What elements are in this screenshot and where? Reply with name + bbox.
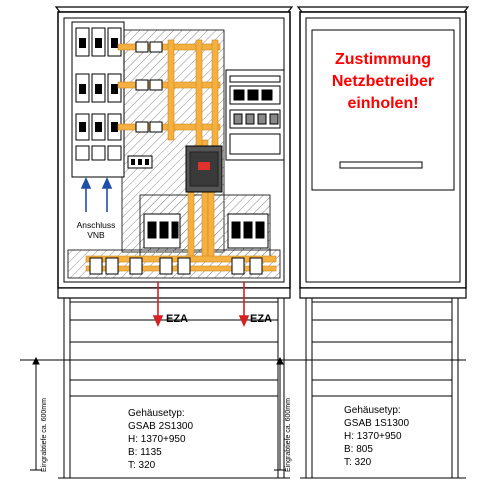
right-base-rail — [300, 288, 466, 298]
right-spec-width: B: 805 — [344, 444, 373, 455]
notice-line-1: Zustimmung — [335, 51, 431, 68]
meter-devices — [230, 76, 280, 154]
fuse-row-3 — [76, 114, 121, 140]
right-spec-height: H: 1370+950 — [344, 431, 402, 442]
right-plinth-frame — [280, 298, 466, 478]
notice-line-3: einholen! — [347, 95, 419, 112]
door-slot — [340, 162, 422, 168]
outlet-label-2: EZA — [250, 313, 272, 325]
right-ground-line — [262, 358, 300, 470]
left-plinth-frame — [40, 298, 290, 478]
left-spec-depth: T: 320 — [128, 460, 156, 471]
outlet-label-1: EZA — [166, 313, 188, 325]
right-spec-model: GSAB 1S1300 — [344, 418, 410, 429]
left-spec-height: H: 1370+950 — [128, 434, 186, 445]
left-depth-label: Eingrabtiefe ca. 600mm — [41, 398, 48, 472]
notice-line-2: Netzbetreiber — [331, 73, 435, 90]
left-spec-model: GSAB 2S1300 — [128, 421, 194, 432]
main-breaker — [186, 146, 222, 192]
fuse-row-2 — [76, 74, 121, 102]
left-base-rail — [58, 288, 290, 298]
left-spec-width: B: 1135 — [128, 447, 162, 458]
right-spec-depth: T: 320 — [344, 457, 372, 468]
right-depth-label: Eingrabtiefe ca. 600mm — [285, 398, 292, 472]
right-spec-block — [344, 405, 409, 468]
supply-label-line1: Anschluss — [76, 220, 116, 230]
fuse-row-4 — [76, 146, 121, 160]
left-spec-type: Gehäusetyp: — [128, 408, 185, 419]
fuse-row-1 — [76, 28, 121, 56]
left-spec-block — [128, 408, 193, 471]
right-spec-type: Gehäusetyp: — [344, 405, 401, 416]
supply-label-line2: VNB — [87, 230, 105, 240]
